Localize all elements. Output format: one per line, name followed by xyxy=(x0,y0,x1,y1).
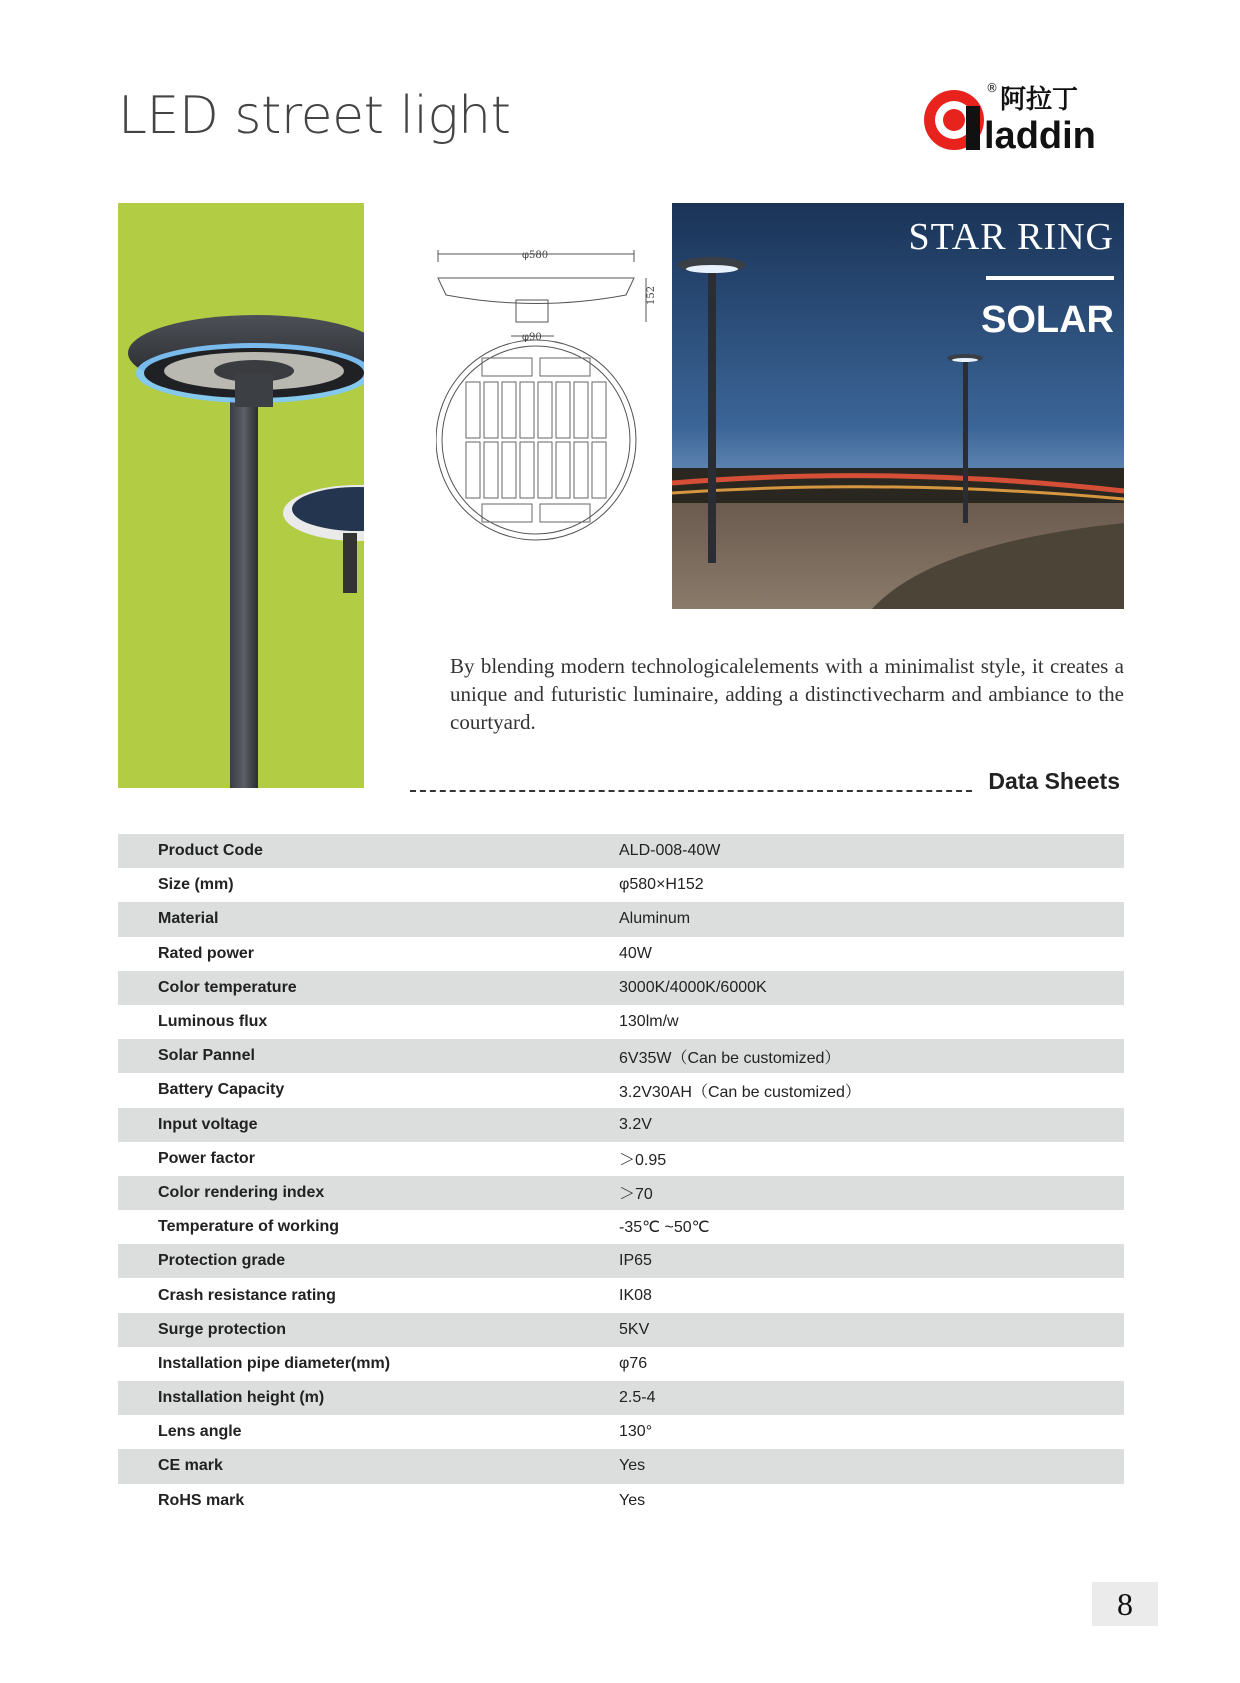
table-row xyxy=(118,1039,1124,1073)
spec-value: ALD-008-40W xyxy=(619,842,721,860)
spec-value: 3000K/4000K/6000K xyxy=(619,978,767,996)
table-row xyxy=(118,1278,1124,1312)
table-row xyxy=(118,834,1124,868)
product-description: By blending modern technologicalelements with a minimalist style, it creates a unique and futuristic luminaire, adding a distinctivecharm and ambiance to the courtyard. xyxy=(450,654,1124,734)
logo-brand-text: laddin xyxy=(984,115,1096,152)
table-row xyxy=(118,868,1124,902)
night-scene-illustration xyxy=(672,203,1124,609)
page-title: LED street light xyxy=(118,86,511,146)
spec-value: IK08 xyxy=(619,1286,652,1304)
product-image-panel xyxy=(118,203,364,788)
spec-value: Aluminum xyxy=(619,910,691,928)
data-sheet-title: Data Sheets xyxy=(988,768,1120,794)
spec-label: Color rendering index xyxy=(158,1183,325,1201)
table-row xyxy=(118,1449,1124,1483)
page-number: 8 xyxy=(1092,1582,1158,1626)
table-row xyxy=(118,1108,1124,1142)
spec-label: Color temperature xyxy=(158,978,297,996)
spec-label: Lens angle xyxy=(158,1423,242,1441)
spec-label: Battery Capacity xyxy=(158,1081,285,1099)
table-row xyxy=(118,1142,1124,1176)
hero-divider xyxy=(986,276,1114,280)
spec-value: Yes xyxy=(619,1457,646,1475)
spec-label: Solar Pannel xyxy=(158,1047,255,1065)
table-row xyxy=(118,1005,1124,1039)
spec-value: 130lm/w xyxy=(619,1013,679,1031)
spec-label: Crash resistance rating xyxy=(158,1286,336,1304)
spec-value: -35℃ ~50℃ xyxy=(619,1219,710,1237)
spec-label: Temperature of working xyxy=(158,1218,340,1236)
table-row xyxy=(118,1381,1124,1415)
spec-value: 3.2V30AH（Can be customized） xyxy=(619,1083,861,1101)
spec-value: 5KV xyxy=(619,1320,650,1338)
spec-value: 130° xyxy=(619,1423,653,1441)
spec-label: Luminous flux xyxy=(158,1013,268,1031)
spec-label: Product Code xyxy=(158,842,263,860)
table-row xyxy=(118,1176,1124,1210)
table-row xyxy=(118,1073,1124,1107)
table-row xyxy=(118,1347,1124,1381)
table-row xyxy=(118,937,1124,971)
table-row xyxy=(118,1484,1124,1518)
spec-value: ＞70 xyxy=(619,1186,653,1204)
table-row xyxy=(118,1210,1124,1244)
logo-chinese-text: 阿拉丁 xyxy=(1000,85,1079,115)
registered-mark: ® xyxy=(986,81,998,95)
spec-value: φ76 xyxy=(619,1354,648,1372)
table-row xyxy=(118,971,1124,1005)
spec-label: Installation pipe diameter(mm) xyxy=(158,1354,391,1372)
spec-table xyxy=(118,834,1124,1518)
spec-label: RoHS mark xyxy=(158,1491,245,1509)
spec-label: Material xyxy=(158,910,219,928)
spec-label: Installation height (m) xyxy=(158,1389,325,1407)
spec-value: ＞0.95 xyxy=(619,1152,667,1170)
spec-value: 40W xyxy=(619,944,652,962)
spec-label: Input voltage xyxy=(158,1115,258,1133)
spec-value: Yes xyxy=(619,1491,646,1509)
table-row xyxy=(118,1415,1124,1449)
spec-label: Size (mm) xyxy=(158,876,234,894)
data-sheet-header xyxy=(410,768,1120,802)
spec-label: Rated power xyxy=(158,944,255,962)
spec-label: Power factor xyxy=(158,1149,255,1167)
aladdin-logo xyxy=(922,78,1122,152)
spec-value: 6V35W（Can be customized） xyxy=(619,1049,841,1067)
table-row xyxy=(118,1313,1124,1347)
spec-label: Protection grade xyxy=(158,1252,286,1270)
spec-label: CE mark xyxy=(158,1457,223,1475)
pipe-diameter-label: φ90 xyxy=(522,332,542,343)
spec-value: IP65 xyxy=(619,1252,652,1270)
spec-value: 2.5-4 xyxy=(619,1389,656,1407)
table-row xyxy=(118,1244,1124,1278)
height-label: 152 xyxy=(646,285,657,305)
diameter-label: φ580 xyxy=(522,250,549,261)
dashed-divider xyxy=(410,790,972,792)
spec-value: φ580×H152 xyxy=(619,876,704,894)
spec-label: Surge protection xyxy=(158,1320,287,1338)
night-scene-photo xyxy=(672,203,1124,609)
spec-value: 3.2V xyxy=(619,1115,652,1133)
hero-title: STAR RING xyxy=(908,216,1114,258)
lamp-product-illustration xyxy=(118,203,364,788)
hero-subtitle: SOLAR xyxy=(981,299,1114,341)
dimension-drawing xyxy=(436,250,666,580)
table-row xyxy=(118,902,1124,936)
